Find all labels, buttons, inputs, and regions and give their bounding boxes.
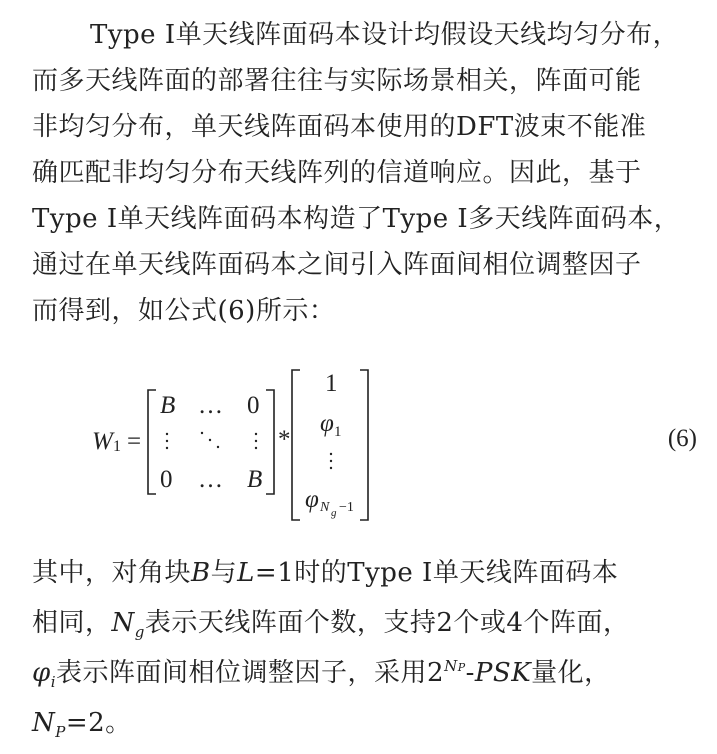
text-span: =2。 bbox=[65, 708, 132, 738]
vector-entry: 1 bbox=[325, 370, 338, 397]
text-span: 其中，对角块 bbox=[32, 558, 192, 588]
math-symbol: N bbox=[111, 608, 135, 638]
matrix-entry: B bbox=[247, 466, 263, 493]
text-line: 而多天线阵面的部署往往与实际场景相关，阵面可能 bbox=[32, 66, 642, 96]
math-subscript: g bbox=[134, 623, 145, 642]
vector-entry-subscript: −1 bbox=[339, 500, 354, 515]
vector-entry-subscript: 1 bbox=[334, 424, 342, 440]
text-line: 通过在单天线阵面码本之间引入阵面间相位调整因子 bbox=[32, 250, 642, 280]
text-span: - bbox=[465, 658, 475, 688]
text-span: 与 bbox=[210, 558, 238, 588]
text-line bbox=[32, 648, 702, 698]
matrix-brackets bbox=[0, 362, 717, 527]
vector-entry-subscript: N bbox=[320, 500, 330, 515]
vector-entry-subscript: g bbox=[331, 507, 337, 519]
text-span: 表示天线阵面个数，支持2个或4个阵面， bbox=[144, 608, 630, 638]
matrix-entry: 0 bbox=[160, 466, 173, 493]
matrix-entry: 0 bbox=[247, 392, 260, 419]
text-line: 而得到，如公式(6)所示： bbox=[32, 296, 336, 326]
text-span: 表示阵面间相位调整因子，采用2 bbox=[56, 658, 445, 688]
math-symbol: L bbox=[237, 558, 255, 588]
text-line: 非均匀分布，单天线阵面码本使用的DFT波束不能准 bbox=[32, 112, 647, 142]
math-subscript: i bbox=[50, 673, 57, 692]
text-line: Type I单天线阵面码本构造了Type I多天线阵面码本， bbox=[32, 204, 681, 234]
text-span: 相同， bbox=[32, 608, 112, 638]
math-subscript: P bbox=[55, 723, 66, 742]
math-symbol: N bbox=[444, 657, 458, 676]
math-symbol: φ bbox=[32, 658, 51, 688]
text-line: 确匹配非均匀分布天线阵列的信道响应。因此，基于 bbox=[32, 158, 642, 188]
text-span: =1时的Type I单天线阵面码本 bbox=[254, 558, 619, 588]
equation-lhs: W bbox=[92, 428, 113, 455]
matrix-entry: … bbox=[198, 466, 223, 493]
vector-entry-phi: φ bbox=[320, 410, 334, 437]
explanation-paragraph bbox=[32, 548, 702, 748]
intro-paragraph bbox=[32, 12, 702, 334]
text-line: Type I单天线阵面码本设计均假设天线均匀分布， bbox=[90, 20, 680, 50]
equation-6 bbox=[0, 362, 717, 527]
text-line bbox=[32, 548, 702, 598]
math-symbol: N bbox=[32, 708, 56, 738]
matrix-entry: … bbox=[198, 392, 223, 419]
equation-number: (6) bbox=[667, 425, 697, 452]
matrix-entry: B bbox=[160, 392, 176, 419]
math-symbol: PSK bbox=[474, 658, 532, 688]
text-line bbox=[32, 698, 702, 748]
multiply-star: * bbox=[278, 426, 291, 453]
math-subscript: P bbox=[457, 661, 466, 675]
math-superscript bbox=[444, 657, 466, 675]
math-symbol: B bbox=[191, 558, 211, 588]
vector-entry-phi: φ bbox=[305, 486, 319, 513]
equation-lhs-subscript: 1 bbox=[113, 438, 121, 455]
text-line bbox=[32, 598, 702, 648]
text-span: 量化， bbox=[531, 658, 611, 688]
equals-sign: = bbox=[127, 428, 142, 455]
